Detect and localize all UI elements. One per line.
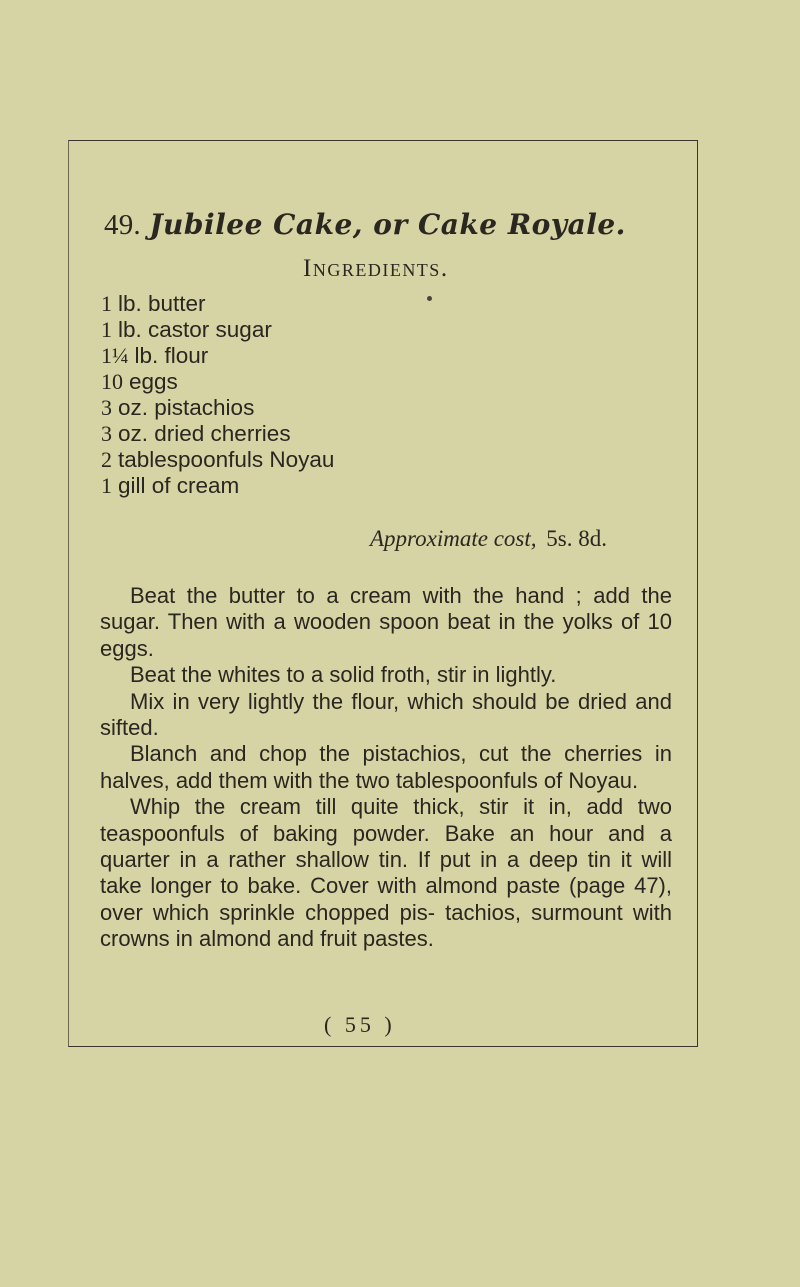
ingredients-list [101, 291, 334, 499]
list-item [101, 317, 334, 343]
list-item [101, 369, 334, 395]
method-paragraph: Mix in very lightly the flour, which should be dried and sifted. [100, 688, 672, 741]
method-paragraph: Beat the whites to a solid froth, stir in lightly. [130, 662, 557, 688]
ingredient-qty: 1 [101, 291, 112, 316]
ingredient-text: eggs [129, 369, 178, 394]
recipe-number: 49. [104, 209, 141, 241]
ingredient-qty: 2 [101, 447, 112, 472]
ingredient-text: tablespoonfuls Noyau [118, 447, 335, 472]
list-item [101, 473, 334, 499]
ingredient-qty: 1¼ [101, 343, 129, 368]
ingredient-qty: 1 [101, 317, 112, 342]
cost-label: Approximate cost, [370, 526, 537, 551]
ingredient-qty: 3 [101, 421, 112, 446]
ingredient-text: oz. pistachios [118, 395, 255, 420]
print-speck [427, 296, 432, 301]
method-text [100, 583, 672, 953]
ingredient-qty: 10 [101, 369, 123, 394]
recipe-name: Jubilee Cake, or Cake Royale. [149, 208, 626, 241]
list-item [101, 421, 334, 447]
ingredient-text: lb. castor sugar [118, 317, 272, 342]
list-item [101, 395, 334, 421]
ingredient-text: lb. flour [134, 343, 209, 368]
method-paragraph: Beat the butter to a cream with the hand ; add the sugar. Then with a wooden spoon beat in the yolks of 10 eggs. [100, 583, 672, 661]
approximate-cost [370, 526, 607, 552]
recipe-title [104, 206, 626, 243]
ingredient-text: lb. butter [118, 291, 206, 316]
method-paragraph: Blanch and chop the pistachios, cut the cherries in halves, add them with the two tablespoonfuls of Noyau. [100, 741, 672, 793]
list-item [101, 291, 334, 317]
list-item [101, 447, 334, 473]
method-paragraph: Whip the cream till quite thick, stir it in, add two teaspoonfuls of baking powder. Bake an hour and a quarter in a rather shallow tin. If put in a deep tin it will take longer to bake. Cover with almond paste (page 47), over which sprinkle chopped pis- tachios, surmount with crowns in almond and fruit pastes. [100, 794, 672, 952]
ingredient-text: gill of cream [118, 473, 240, 498]
ingredient-qty: 3 [101, 395, 112, 420]
ingredient-qty: 1 [101, 473, 112, 498]
list-item [101, 343, 334, 369]
ingredients-heading: Ingredients. [303, 255, 449, 282]
page-number: ( 55 ) [324, 1012, 396, 1037]
ingredient-text: oz. dried cherries [118, 421, 291, 446]
cost-value: 5s. 8d. [546, 526, 607, 551]
